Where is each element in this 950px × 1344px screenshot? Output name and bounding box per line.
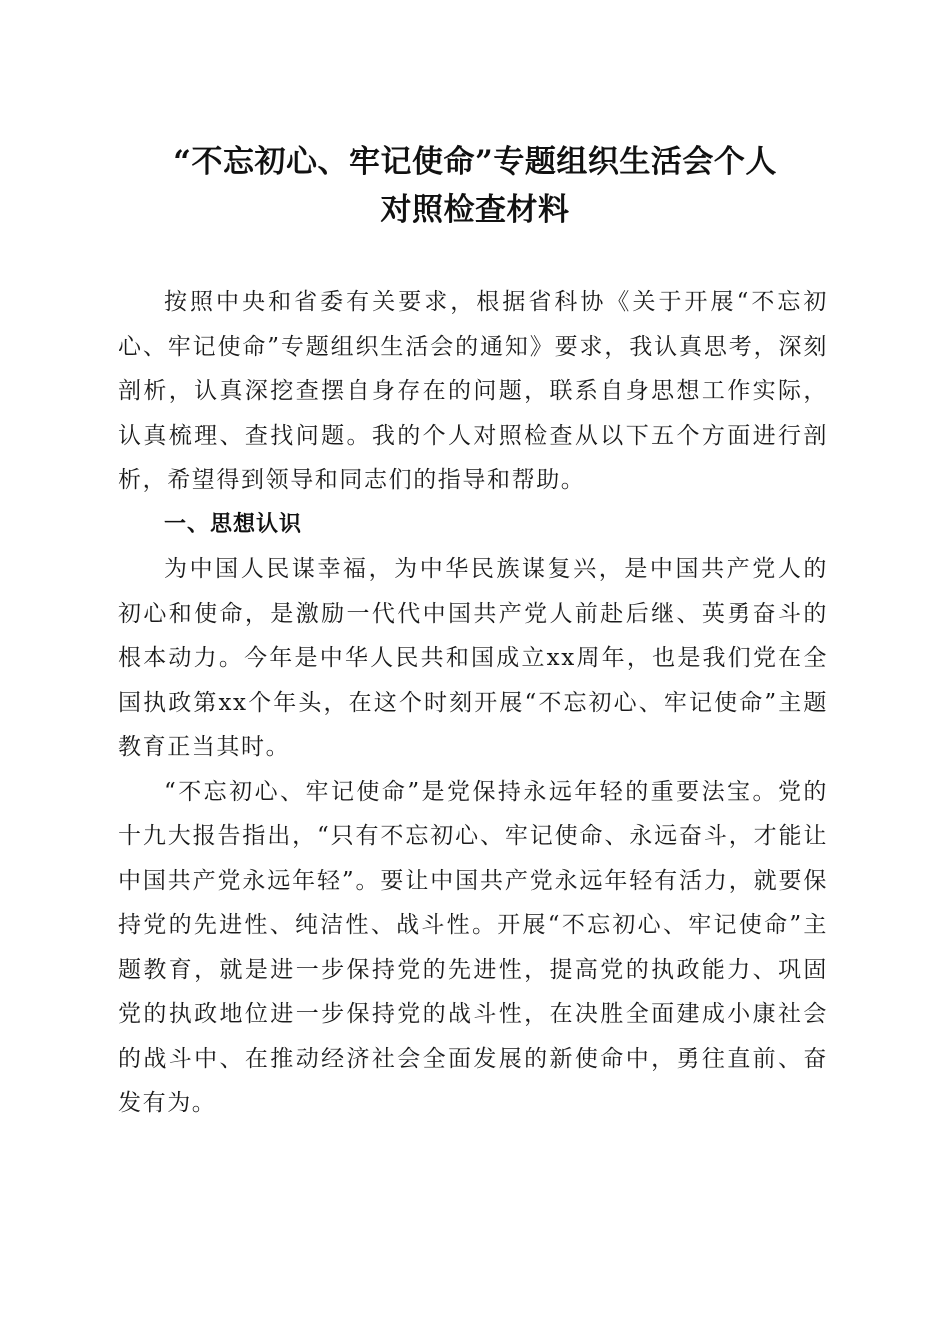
document-body — [118, 280, 828, 1126]
document-title — [110, 138, 840, 234]
body-paragraph-1: 为中国人民谋幸福，为中华民族谋复兴，是中国共产党人的初心和使命，是激励一代代中国共产党人前赴后继、英勇奋斗的根本动力。今年是中华人民共和国成立xx周年，也是我们党在全国执政第xx个年头，在这个时刻开展“不忘初心、牢记使命”主题教育正当其时。 — [118, 556, 828, 760]
body-paragraph-2: “不忘初心、牢记使命”是党保持永远年轻的重要法宝。党的十九大报告指出，“只有不忘初心、牢记使命、永远奋斗，才能让中国共产党永远年轻”。要让中国共产党永远年轻有活力，就要保持党的先进性、纯洁性、战斗性。开展“不忘初心、牢记使命”主题教育，就是进一步保持党的先进性，提高党的执政能力、巩固党的执政地位进一步保持党的战斗性，在决胜全面建成小康社会的战斗中、在推动经济社会全面发展的新使命中，勇往直前、奋发有为。 — [118, 778, 828, 1116]
section-heading: 一、思想认识 — [164, 511, 303, 537]
title-line-1: “不忘初心、牢记使命”专题组织生活会个人 — [173, 144, 777, 180]
title-line-2: 对照检查材料 — [380, 192, 570, 228]
intro-paragraph: 按照中央和省委有关要求，根据省科协《关于开展“不忘初心、牢记使命”专题组织生活会的通知》要求，我认真思考，深刻剖析，认真深挖查摆自身存在的问题，联系自身思想工作实际，认真梳理、查找问题。我的个人对照检查从以下五个方面进行剖析，希望得到领导和同志们的指导和帮助。 — [118, 289, 828, 493]
